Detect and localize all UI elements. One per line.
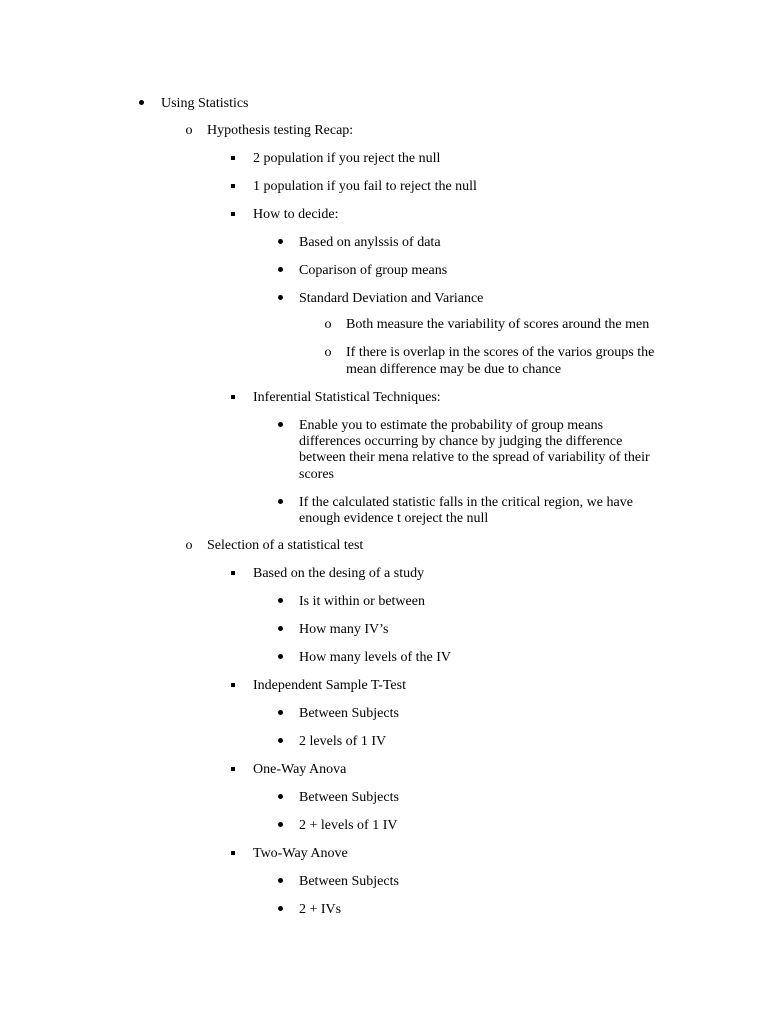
disc-bullet-icon <box>273 417 287 434</box>
disc-bullet-icon <box>273 234 287 251</box>
square-bullet-icon <box>226 761 240 778</box>
outline-item-l4: 2 levels of 1 IV <box>299 734 387 749</box>
disc-bullet-icon <box>273 593 287 610</box>
outline-item-l4-continued: scores <box>299 467 334 482</box>
outline-item-l5: Both measure the variability of scores around the men <box>346 317 650 332</box>
outline-item-l3: Inferential Statistical Techniques: <box>253 390 441 405</box>
outline-item-l4-continued: between their mena relative to the spread of variability of their <box>299 450 650 465</box>
square-bullet-icon <box>226 178 240 195</box>
outline-item-l3: How to decide: <box>253 207 339 222</box>
circle-bullet-icon: o <box>185 123 193 138</box>
outline-item-l4: How many levels of the IV <box>299 650 452 665</box>
circle-bullet-icon: o <box>324 317 332 332</box>
outline-item-l4: If the calculated statistic falls in the critical region, we have <box>299 495 633 510</box>
outline-item-l1: Using Statistics <box>161 96 249 111</box>
outline-item-l4: Enable you to estimate the probability of group means <box>299 418 604 433</box>
outline-item-l4: Based on anylssis of data <box>299 235 441 250</box>
outline-item-l3: One-Way Anova <box>253 762 347 777</box>
disc-bullet-icon <box>273 649 287 666</box>
disc-bullet-icon <box>273 873 287 890</box>
outline-item-l4: Coparison of group means <box>299 263 448 278</box>
square-bullet-icon <box>226 677 240 694</box>
outline-item-l4: Between Subjects <box>299 790 399 805</box>
disc-bullet-icon <box>273 290 287 307</box>
disc-bullet-icon <box>273 494 287 511</box>
outline-item-l4-continued: differences occurring by chance by judging the difference <box>299 434 623 449</box>
outline-item-l3: 1 population if you fail to reject the null <box>253 179 477 194</box>
outline-item-l5-continued: mean difference may be due to chance <box>346 362 562 377</box>
outline-item-l4: Between Subjects <box>299 874 399 889</box>
outline-item-l4-continued: enough evidence t oreject the null <box>299 511 489 526</box>
square-bullet-icon <box>226 389 240 406</box>
disc-bullet-icon <box>273 789 287 806</box>
disc-bullet-icon <box>273 901 287 918</box>
disc-bullet-icon <box>273 817 287 834</box>
outline-item-l3: 2 population if you reject the null <box>253 151 441 166</box>
disc-bullet-icon <box>273 733 287 750</box>
outline-item-l3: Based on the desing of a study <box>253 566 425 581</box>
outline-item-l2: Hypothesis testing Recap: <box>207 123 354 138</box>
outline-item-l4: Between Subjects <box>299 706 399 721</box>
square-bullet-icon <box>226 206 240 223</box>
disc-bullet-icon <box>273 621 287 638</box>
outline-item-l4: 2 + IVs <box>299 902 342 917</box>
outline-item-l4: 2 + levels of 1 IV <box>299 818 398 833</box>
outline-item-l4: Is it within or between <box>299 594 425 609</box>
outline-item-l4: How many IV’s <box>299 622 389 637</box>
square-bullet-icon <box>226 150 240 167</box>
outline-item-l4: Standard Deviation and Variance <box>299 291 484 306</box>
circle-bullet-icon: o <box>324 345 332 360</box>
square-bullet-icon <box>226 845 240 862</box>
outline-item-l3: Independent Sample T-Test <box>253 678 406 693</box>
outline-item-l3: Two-Way Anove <box>253 846 348 861</box>
outline-item-l2: Selection of a statistical test <box>207 538 364 553</box>
outline-item-l5: If there is overlap in the scores of the varios groups the <box>346 345 655 360</box>
disc-bullet-icon <box>134 95 148 112</box>
disc-bullet-icon <box>273 705 287 722</box>
square-bullet-icon <box>226 565 240 582</box>
circle-bullet-icon: o <box>185 538 193 553</box>
disc-bullet-icon <box>273 262 287 279</box>
